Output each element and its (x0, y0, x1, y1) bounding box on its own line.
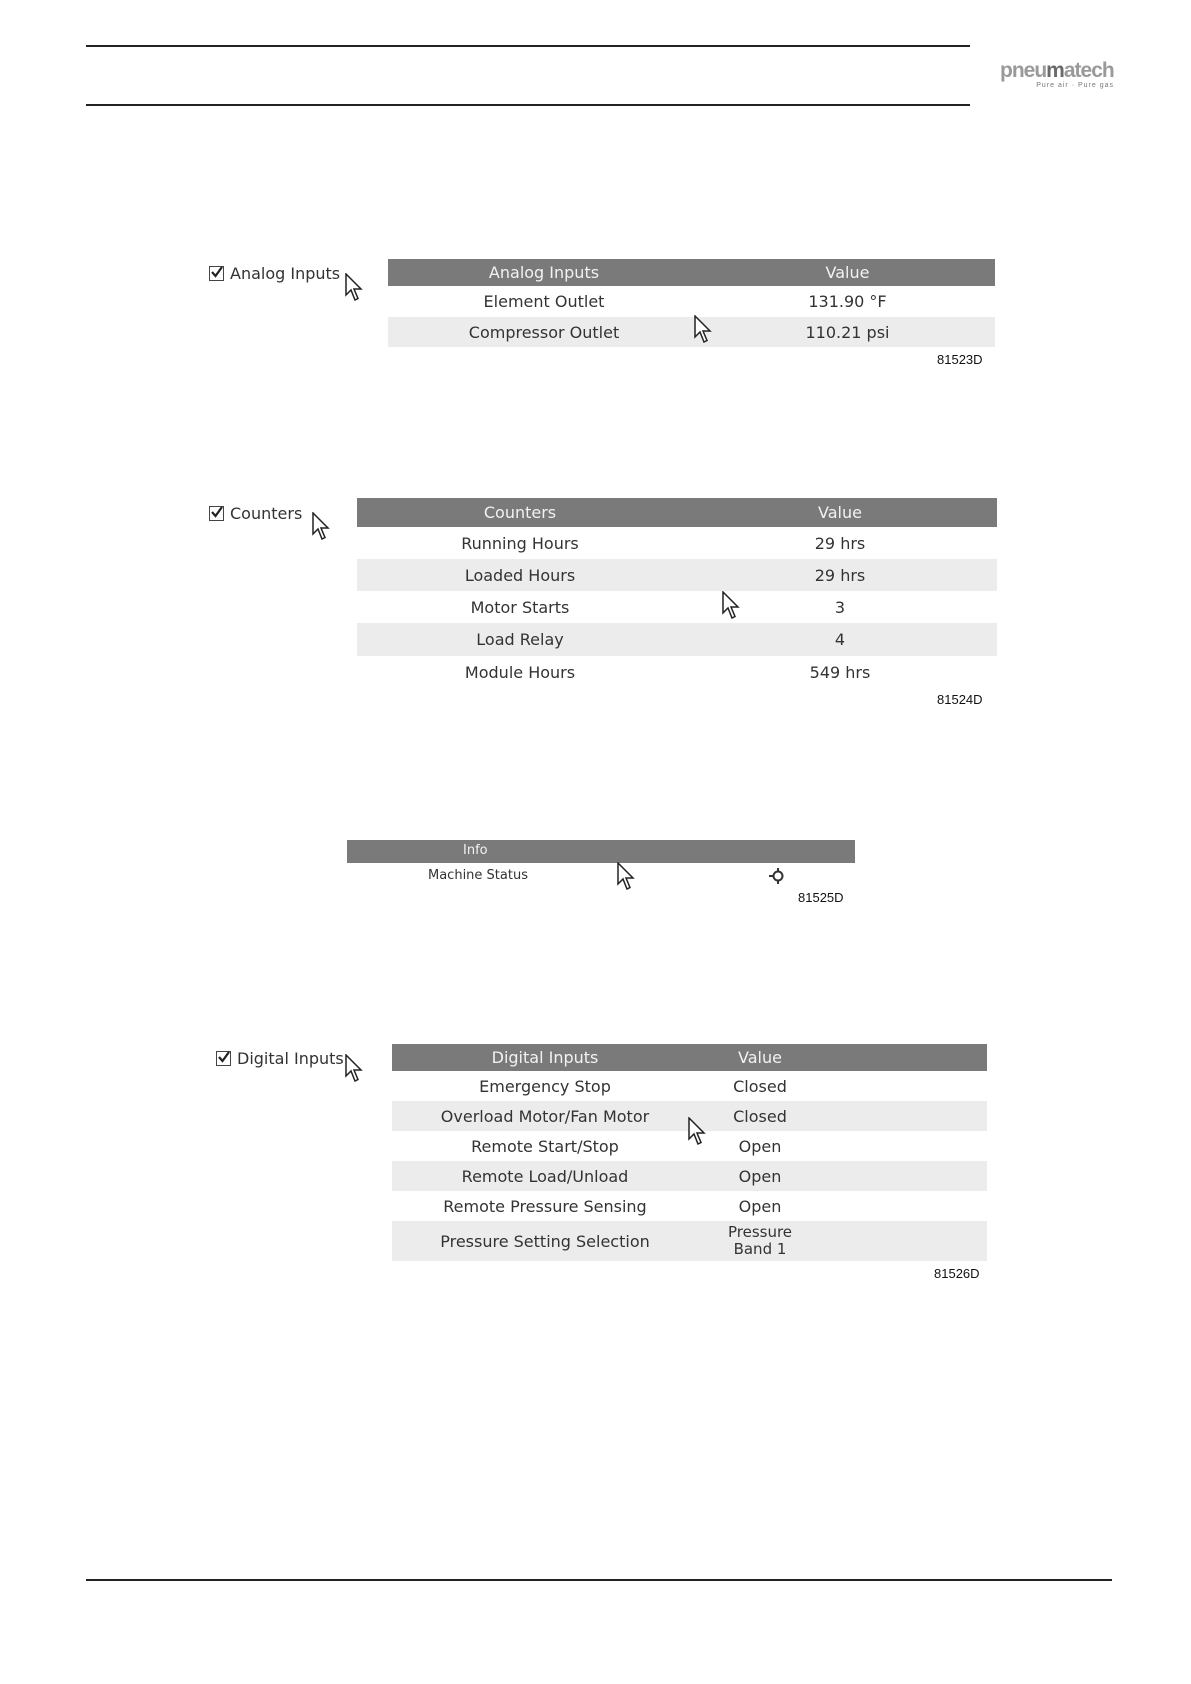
analog-inputs-checkbox[interactable] (209, 264, 340, 283)
table-row: Load Relay 4 (357, 623, 997, 656)
column-header: Digital Inputs (392, 1044, 698, 1071)
column-header: Analog Inputs (388, 259, 700, 286)
table-row: Emergency Stop Closed (479, 1076, 787, 1096)
table-row: Remote Start/Stop Open (471, 1136, 782, 1156)
checkbox-checked-icon (209, 266, 224, 281)
table-row: Pressure Setting Selection Pressure Band 1 (392, 1221, 987, 1261)
digital-inputs-checkbox[interactable] (216, 1049, 344, 1068)
table-row: Motor Starts 3 (470, 597, 846, 617)
checkbox-label: Counters (230, 504, 303, 523)
mouse-pointer-icon (722, 591, 740, 621)
figure-code: 81524D (937, 692, 983, 707)
header-rule-bottom (86, 104, 970, 106)
header-rule-top (86, 45, 970, 47)
checkbox-checked-icon (216, 1051, 231, 1066)
column-header: Value (683, 498, 997, 527)
analog-inputs-table (388, 259, 995, 347)
table-row: Module Hours 549 hrs (464, 662, 871, 682)
column-header: Value (700, 259, 995, 286)
mouse-pointer-icon (694, 315, 712, 345)
column-header: Counters (357, 498, 683, 527)
column-header: Value (698, 1044, 822, 1071)
table-row: Running Hours 29 hrs (461, 533, 866, 553)
figure-code: 81523D (937, 352, 983, 367)
company-logo: pneumatech Pure air · Pure gas (1000, 59, 1114, 89)
table-row: Overload Motor/Fan Motor Closed (392, 1101, 987, 1131)
counters-table (357, 498, 997, 688)
info-header: Info (347, 840, 855, 863)
figure-code: 81525D (798, 890, 844, 905)
table-row: Compressor Outlet 110.21 psi (388, 317, 995, 347)
digital-inputs-table (392, 1044, 987, 1261)
figure-code: 81526D (934, 1266, 980, 1281)
table-row: Loaded Hours 29 hrs (357, 559, 997, 591)
checkbox-checked-icon (209, 506, 224, 521)
info-row (347, 863, 855, 891)
mouse-pointer-icon (345, 273, 363, 303)
table-row: Element Outlet 131.90 °F (483, 292, 887, 311)
mouse-pointer-icon (688, 1117, 706, 1147)
checkbox-label: Digital Inputs (237, 1049, 344, 1068)
machine-status-label: Machine Status (428, 868, 528, 883)
machine-status-icon (767, 866, 787, 886)
mouse-pointer-icon (345, 1054, 363, 1084)
table-row: Remote Pressure Sensing Open (443, 1196, 782, 1216)
mouse-pointer-icon (617, 862, 635, 892)
logo-tagline: Pure air · Pure gas (1036, 82, 1114, 89)
footer-rule (86, 1579, 1112, 1581)
mouse-pointer-icon (312, 512, 330, 542)
info-panel (347, 840, 855, 891)
table-row: Remote Load/Unload Open (392, 1161, 987, 1191)
counters-checkbox[interactable] (209, 504, 302, 523)
checkbox-label: Analog Inputs (230, 264, 341, 283)
